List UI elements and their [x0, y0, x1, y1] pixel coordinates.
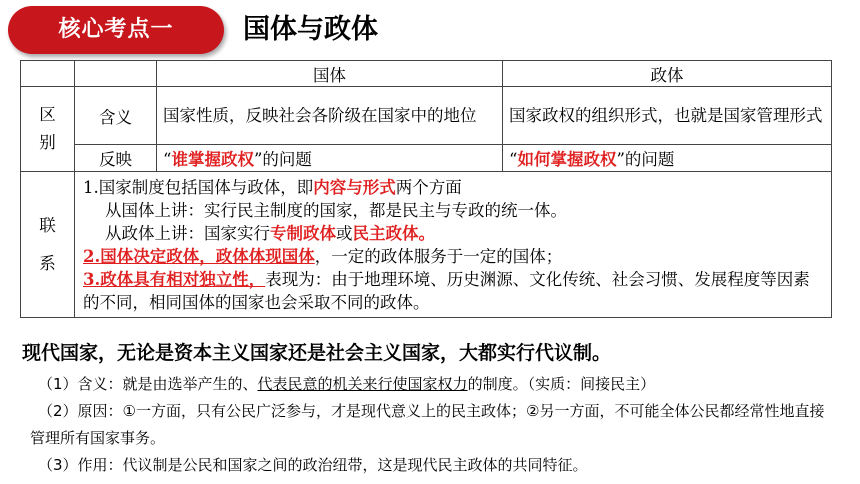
guoti-fanying-emphasis: 谁掌握政权	[171, 150, 254, 169]
empty-cell	[21, 61, 75, 87]
topic-badge: 核心考点一	[8, 6, 224, 54]
quote-open: “	[163, 150, 172, 169]
text-span: 从政体上讲：国家实行	[105, 223, 270, 243]
text-span: 两个方面	[395, 177, 462, 197]
text-span: 或	[336, 223, 353, 243]
zhengti-fanying-cell	[503, 145, 832, 172]
text-span: 表现为：由于地理环境、历史渊源、文化传统、社会习惯、发展程度等因素的不同，相同国体的国家也会采取不同的政体。	[83, 269, 810, 312]
paragraph-yuanyin: （2）原因：①一方面，只有公民广泛参与，才是现代意义上的民主政体；②另一方面，不可能全体公民都经常性地直接管理所有国家事务。	[30, 402, 825, 447]
table-row-hanyi	[21, 87, 832, 145]
row-label-char: 区	[39, 105, 56, 124]
underlined-span: 代表民意的机关来行使国家权力	[257, 375, 468, 393]
lianxi-line-1	[83, 176, 823, 199]
emphasis-span: 民主政体。	[352, 223, 435, 243]
zhengti-hanyi-cell: 国家政权的组织形式，也就是国家管理形式	[503, 87, 832, 145]
text-span: ，一定的政体服务于一定的国体；	[314, 246, 563, 266]
zhengti-fanying-emphasis: 如何掌握政权	[517, 150, 617, 169]
paragraph-zuoyong: （3）作用：代议制是公民和国家之间的政治纽带，这是现代民主政体的共同特征。	[38, 456, 588, 474]
emphasis-span: 专制政体	[270, 223, 336, 243]
row-label-qubie	[21, 87, 75, 172]
text-span: 的制度。（实质：间接民主）	[467, 375, 656, 393]
empty-cell	[75, 61, 157, 87]
col-header-guoti: 国体	[157, 61, 503, 87]
emphasis-span: 内容与形式	[313, 177, 396, 197]
quote-close-text: ”的问题	[253, 150, 312, 169]
emphasis-span: 2.国体决定政体，政体体现国体	[83, 246, 315, 266]
row-label-lianxi	[21, 172, 75, 318]
emphasis-span: 3.政体具有相对独立性，	[83, 269, 266, 289]
lianxi-line-5	[83, 268, 823, 314]
lianxi-line-2: 从国体上讲：实行民主制度的国家，都是民主与专政的统一体。	[105, 200, 567, 220]
row-label-char: 系	[39, 253, 56, 273]
guoti-hanyi-cell: 国家性质，反映社会各阶级在国家中的地位	[157, 87, 503, 145]
lianxi-line-3	[83, 222, 823, 245]
sub-label-hanyi: 含义	[75, 87, 157, 145]
col-header-zhengti: 政体	[503, 61, 832, 87]
table-row-lianxi	[21, 172, 832, 318]
comparison-table	[20, 60, 832, 318]
guoti-fanying-cell	[157, 145, 503, 172]
sub-label-fanying: 反映	[75, 145, 157, 172]
paragraph-hanyi	[38, 371, 838, 398]
quote-close-text: ”的问题	[616, 150, 675, 169]
row-label-char: 别	[39, 133, 56, 152]
section-heading: 现代国家，无论是资本主义国家还是社会主义国家，大都实行代议制。	[22, 342, 612, 364]
table-row-fanying	[21, 145, 832, 172]
text-span: （1）含义：就是由选举产生的、	[38, 375, 258, 393]
lianxi-content	[75, 172, 832, 318]
text-span: 1.国家制度包括国体与政体，即	[83, 177, 314, 197]
table-header-row	[21, 61, 832, 87]
lianxi-line-4	[83, 245, 823, 268]
row-label-char: 联	[39, 215, 56, 235]
page-title: 国体与政体	[243, 14, 378, 45]
quote-open: “	[509, 150, 518, 169]
